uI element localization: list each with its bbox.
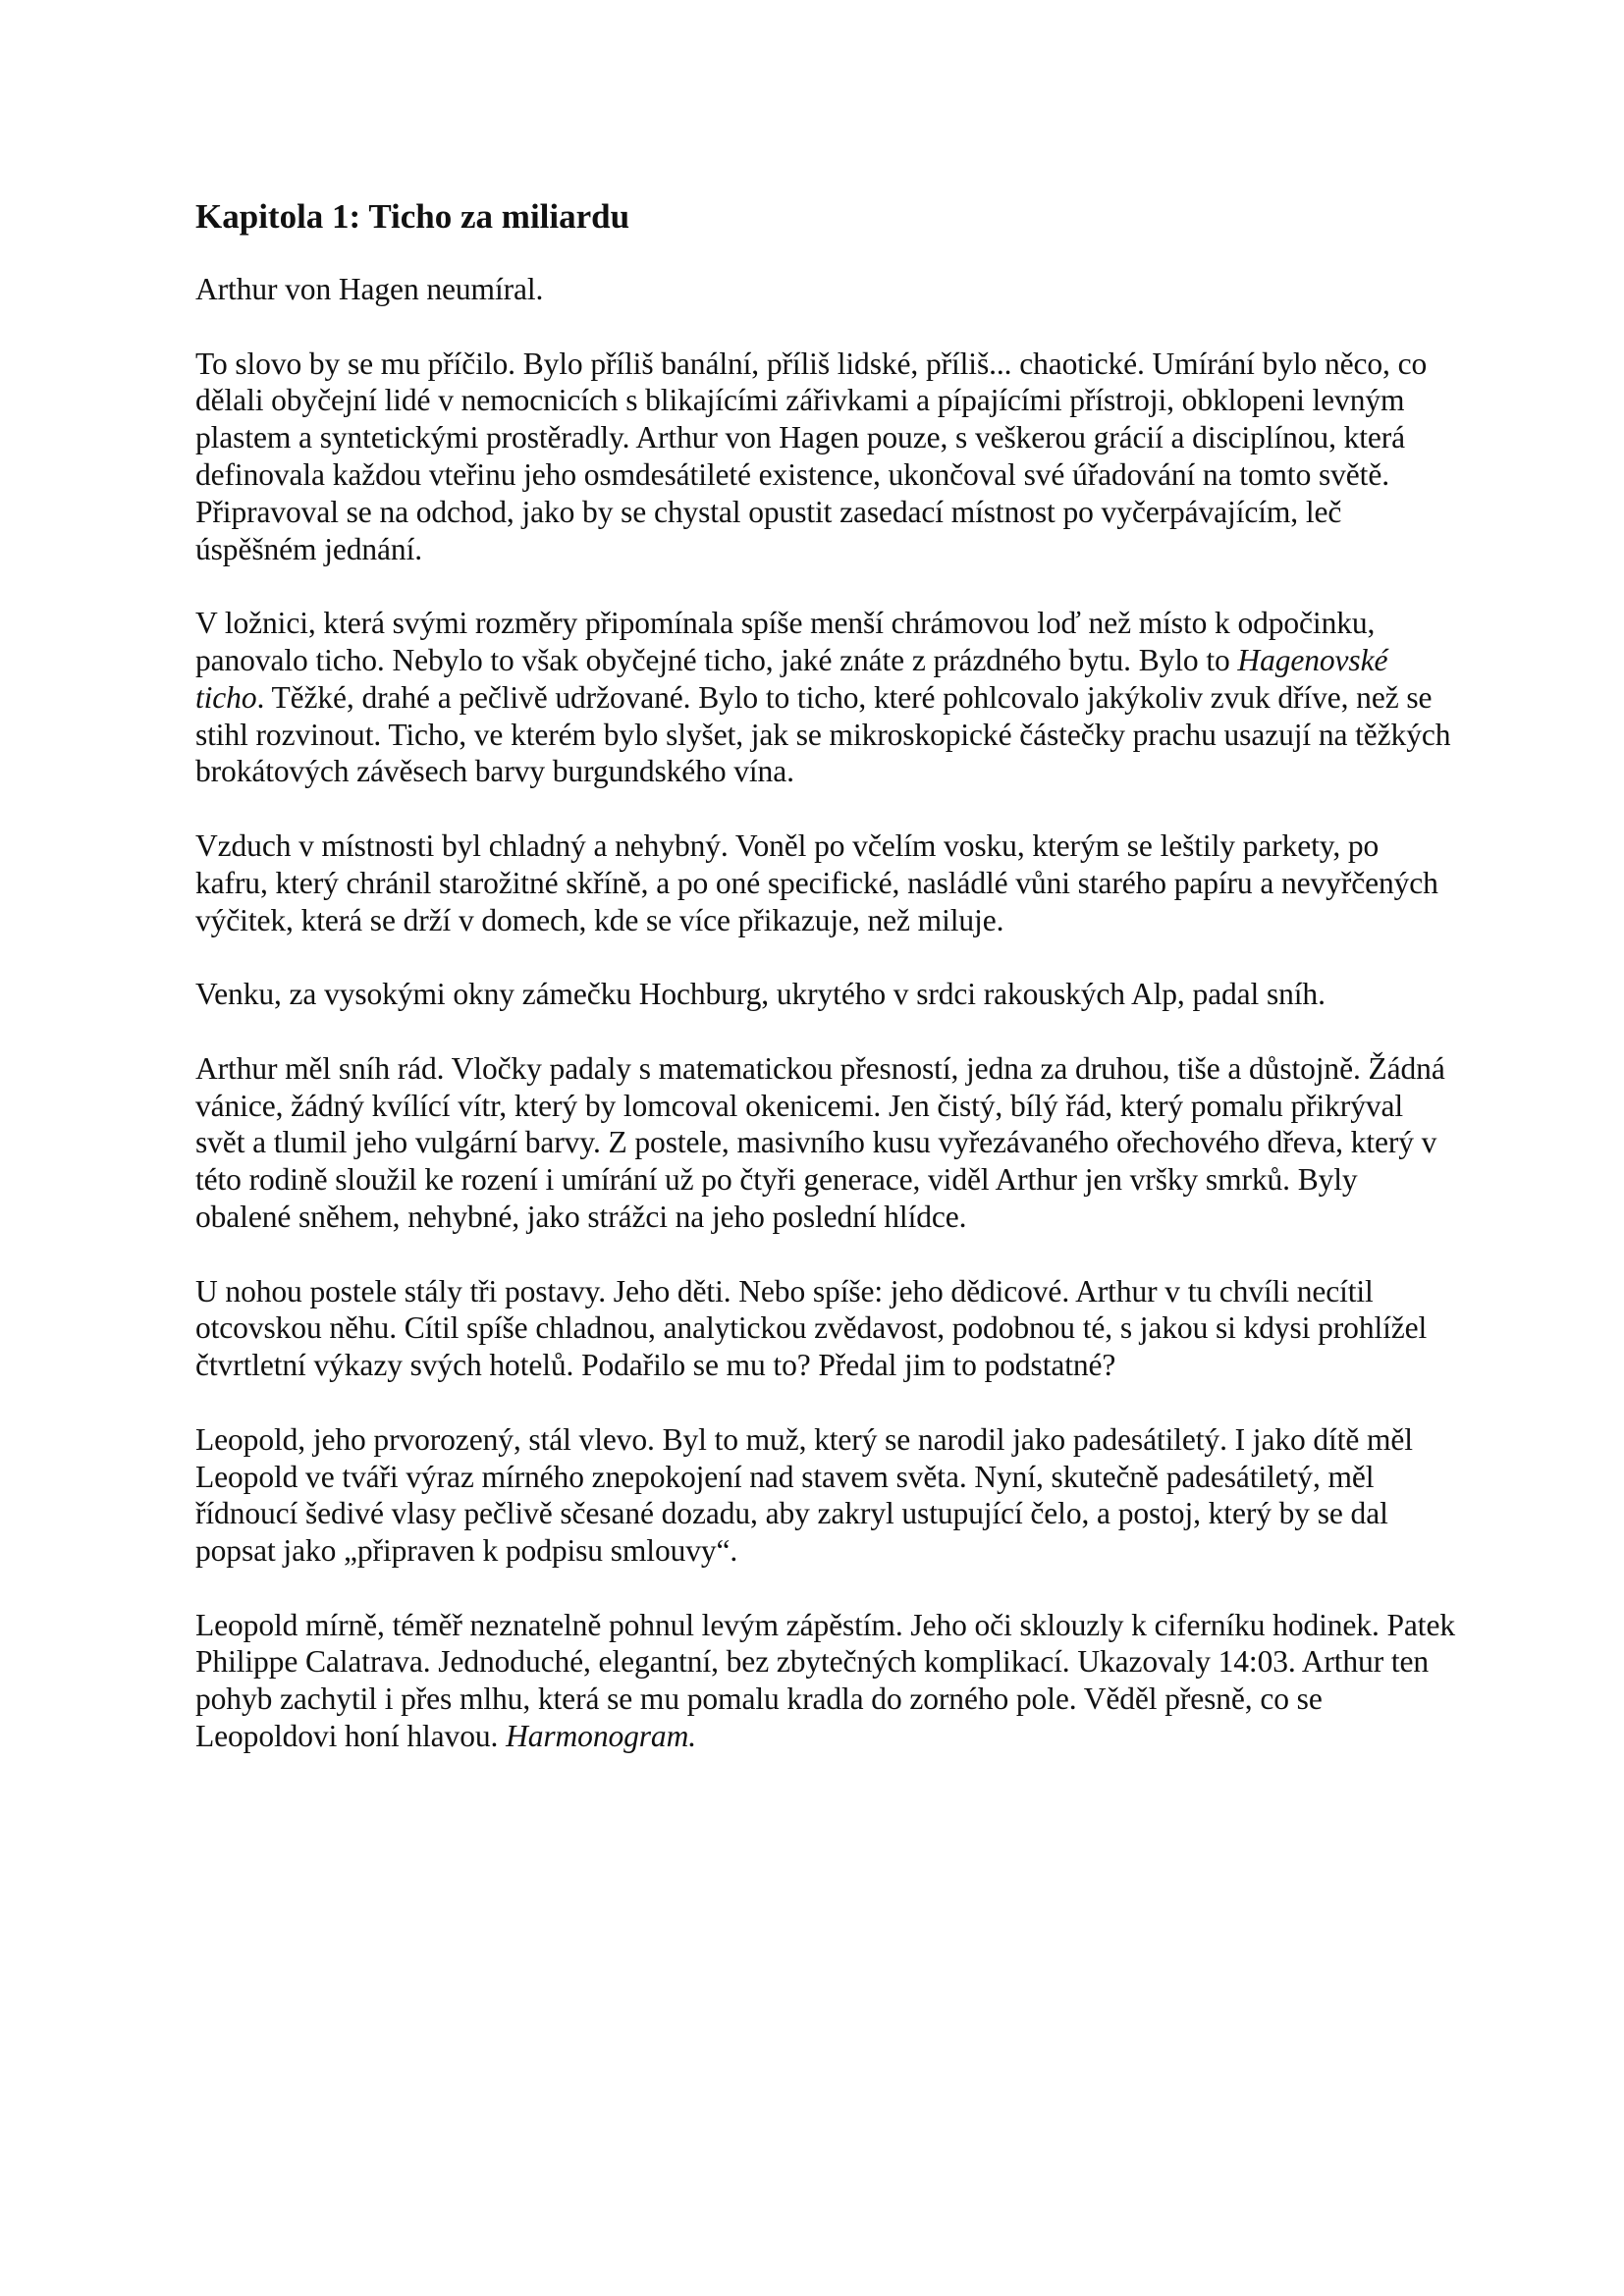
document-body [195, 196, 1457, 1792]
paragraph-8-text: Leopold, jeho prvorozený, stál vlevo. Byl to muž, který se narodil jako padesátiletý. I jako dítě měl Leopold ve tváři výraz mírného znepokojení nad stavem světa. Nyní, skutečně padesátiletý, měl řídnoucí šedivé vlasy pečlivě sčesané dozadu, aby zakryl ustupující čelo, a postoj, který by se dal popsat jako „připraven k podpisu smlouvy“. [195, 1421, 1413, 1569]
paragraph-6 [195, 1050, 1457, 1236]
paragraph-9-text: Leopold mírně, téměř neznatelně pohnul levým zápěstím. Jeho oči sklouzly k ciferníku hodinek. Patek Philippe Calatrava. Jednoduché, elegantní, bez zbytečných komplikací. Ukazovaly 14:03. Arthur ten pohyb zachytil i přes mlhu, která se mu pomalu kradla do zorného pole. Věděl přesně, co se Leopoldovi honí hlavou. [195, 1607, 1455, 1754]
paragraph-4-text: Vzduch v místnosti byl chladný a nehybný. Voněl po včelím vosku, kterým se leštily parkety, po kafru, který chránil starožitné skříně, a po oné specifické, nasládlé vůni starého papíru a nevyřčených výčitek, která se drží v domech, kde se více přikazuje, než miluje. [195, 828, 1438, 937]
paragraph-9 [195, 1607, 1457, 1755]
paragraph-8 [195, 1421, 1457, 1570]
paragraph-3-text-b: . Těžké, drahé a pečlivě udržované. Bylo to ticho, které pohlcovalo jakýkoliv zvuk dříve, než se stihl rozvinout. Ticho, ve kterém bylo slyšet, jak se mikroskopické částečky prachu usazují na těžkých brokátových závěsech barvy burgundského vína. [195, 679, 1451, 789]
paragraph-4 [195, 828, 1457, 938]
paragraph-1 [195, 271, 1457, 308]
paragraph-6-text: Arthur měl sníh rád. Vločky padaly s matematickou přesností, jedna za druhou, tiše a důstojně. Žádná vánice, žádný kvílící vítr, který by lomcoval okenicemi. Jen čistý, bílý řád, který pomalu přikrýval svět a tlumil jeho vulgární barvy. Z postele, masivního kusu vyřezávaného ořechového dřeva, který v této rodině sloužil ke rození i umírání už po čtyři generace, viděl Arthur jen vršky smrků. Byly obalené sněhem, nehybné, jako strážci na jeho poslední hlídce. [195, 1050, 1445, 1234]
paragraph-5-text: Venku, za vysokými okny zámečku Hochburg, ukrytého v srdci rakouských Alp, padal sníh. [195, 977, 1326, 1012]
paragraph-1-text: Arthur von Hagen neumíral. [195, 272, 544, 306]
paragraph-7-text: U nohou postele stály tři postavy. Jeho děti. Nebo spíše: jeho dědicové. Arthur v tu chvíli necítil otcovskou něhu. Cítil spíše chladnou, analytickou zvědavost, podobnou té, s jakou si kdysi prohlížel čtvrtletní výkazy svých hotelů. Podařilo se mu to? Předal jim to podstatné? [195, 1273, 1428, 1383]
paragraph-7 [195, 1273, 1457, 1384]
paragraph-2-text: To slovo by se mu příčilo. Bylo příliš banální, příliš lidské, příliš... chaotické. Umírání bylo něco, co dělali obyčejní lidé v nemocnicích s blikajícími zářivkami a pípajícími přístroji, obklopeni levným plastem a syntetickými prostěradly. Arthur von Hagen pouze, s veškerou grácií a disciplínou, která definovala každou vteřinu jeho osmdesátileté existence, ukončoval své úřadování na tomto světě. Připravoval se na odchod, jako by se chystal opustit zasedací místnost po vyčerpávajícím, leč úspěšném jednání. [195, 346, 1428, 566]
paragraph-3-text-a: V ložnici, která svými rozměry připomínala spíše menší chrámovou loď než místo k odpočinku, panovalo ticho. Nebylo to však obyčejné ticho, jaké znáte z prázdného bytu. Bylo to [195, 606, 1376, 677]
paragraph-3-emphasis: Hagenovské ticho [195, 642, 1388, 715]
chapter-title: Kapitola 1: Ticho za miliardu [195, 197, 630, 236]
paragraph-3 [195, 605, 1457, 790]
paragraph-5 [195, 976, 1457, 1013]
paragraph-9-emphasis: Harmonogram. [506, 1719, 696, 1754]
paragraph-2 [195, 346, 1457, 568]
